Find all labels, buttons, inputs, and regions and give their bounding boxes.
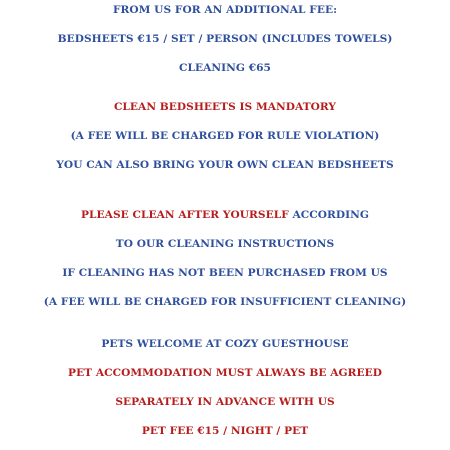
additional-fee-heading: FROM US FOR AN ADDITIONAL FEE: xyxy=(112,4,338,16)
cleaning-not-purchased: IF CLEANING HAS NOT BEEN PURCHASED FROM US xyxy=(62,267,388,279)
clean-after-yourself: PLEASE CLEAN AFTER YOURSELF xyxy=(81,209,289,221)
clean-after-yourself-line xyxy=(0,208,450,222)
insufficient-cleaning-fee: (A FEE WILL BE CHARGED FOR INSUFFICIENT CLEANING) xyxy=(43,296,407,308)
bedsheets-price: BEDSHEETS €15 / SET / PERSON (INCLUDES TOWELS) xyxy=(57,33,393,45)
according-text: ACCORDING xyxy=(288,209,369,221)
pet-fee: PET FEE €15 / NIGHT / PET xyxy=(141,425,309,437)
own-bedsheets-note: YOU CAN ALSO BRING YOUR OWN CLEAN BEDSHEETS xyxy=(56,159,394,171)
pet-advance-agreement: SEPARATELY IN ADVANCE WITH US xyxy=(115,396,335,408)
cleaning-price: CLEANING €65 xyxy=(179,62,271,74)
pets-welcome: PETS WELCOME AT COZY GUESTHOUSE xyxy=(101,338,349,350)
pet-accommodation-agreed: PET ACCOMMODATION MUST ALWAYS BE AGREED xyxy=(68,367,382,379)
rule-violation-fee: (A FEE WILL BE CHARGED FOR RULE VIOLATION) xyxy=(70,130,380,142)
cleaning-instructions: TO OUR CLEANING INSTRUCTIONS xyxy=(115,238,335,250)
bedsheets-mandatory: CLEAN BEDSHEETS IS MANDATORY xyxy=(113,101,337,113)
